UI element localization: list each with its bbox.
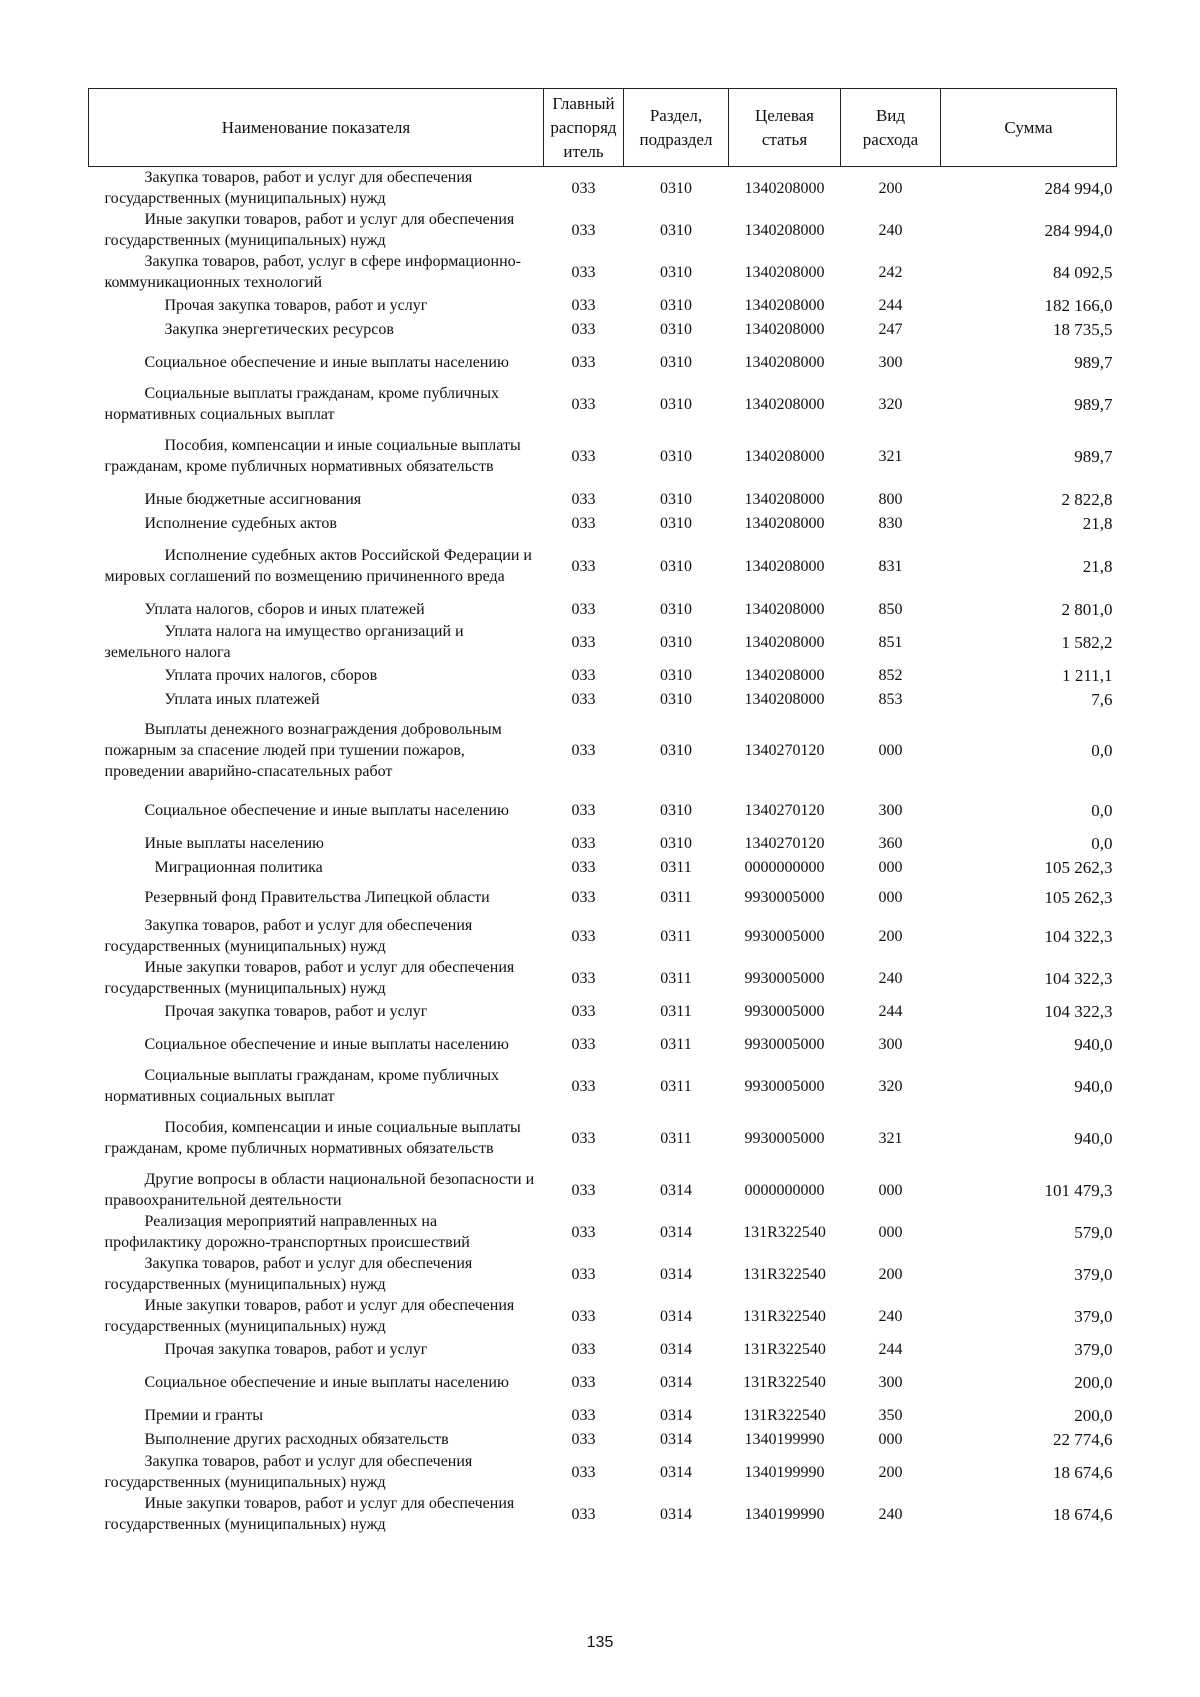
cell-celev: 9930005000 bbox=[744, 888, 825, 906]
header-vid bbox=[841, 89, 941, 167]
table-row bbox=[89, 597, 1117, 621]
cell-name: Иные закупки товаров, работ и услуг для обеспечения государственных (муниципальных) нужд bbox=[104, 211, 515, 249]
header-celev-line1: Целевая bbox=[754, 105, 815, 125]
cell-razdel: 0311 bbox=[660, 888, 692, 906]
header-razdel-line1: Раздел, bbox=[649, 105, 703, 125]
cell-razdel: 0310 bbox=[660, 633, 692, 651]
table-row bbox=[89, 1337, 1117, 1361]
cell-celev: 9930005000 bbox=[744, 1077, 825, 1095]
cell-celev: 9930005000 bbox=[744, 927, 825, 945]
table-row bbox=[89, 251, 1117, 293]
cell-vid: 000 bbox=[878, 858, 903, 876]
cell-vid: 000 bbox=[878, 741, 903, 759]
cell-celev: 131R322540 bbox=[743, 1373, 826, 1391]
cell-glav: 033 bbox=[571, 1307, 596, 1325]
table-row bbox=[89, 1065, 1117, 1107]
cell-razdel: 0311 bbox=[660, 1035, 692, 1053]
table-row bbox=[89, 879, 1117, 915]
cell-vid: 247 bbox=[878, 320, 903, 338]
cell-celev: 9930005000 bbox=[744, 969, 825, 987]
table-header bbox=[89, 89, 1117, 167]
cell-celev: 1340270120 bbox=[744, 741, 825, 759]
header-name: Наименование показателя bbox=[89, 89, 544, 167]
cell-glav: 033 bbox=[571, 263, 596, 281]
cell-celev: 1340208000 bbox=[744, 296, 825, 314]
cell-razdel: 0311 bbox=[660, 1129, 692, 1147]
cell-vid: 360 bbox=[878, 834, 903, 852]
cell-sum: 989,7 bbox=[1074, 352, 1113, 372]
cell-name: Иные закупки товаров, работ и услуг для обеспечения государственных (муниципальных) нужд bbox=[104, 1297, 515, 1335]
cell-sum: 7,6 bbox=[1091, 689, 1113, 709]
cell-sum: 84 092,5 bbox=[1053, 262, 1113, 282]
cell-name: Пособия, компенсации и иные социальные выплаты гражданам, кроме публичных нормативных обязательств bbox=[104, 437, 521, 475]
cell-glav: 033 bbox=[571, 741, 596, 759]
cell-sum: 104 322,3 bbox=[1044, 926, 1113, 946]
cell-celev: 1340270120 bbox=[744, 834, 825, 852]
table-row bbox=[89, 999, 1117, 1023]
cell-name: Социальные выплаты гражданам, кроме публичных нормативных социальных выплат bbox=[104, 385, 499, 423]
cell-vid: 000 bbox=[878, 888, 903, 906]
table-row bbox=[89, 511, 1117, 535]
table-row bbox=[89, 341, 1117, 383]
cell-glav: 033 bbox=[571, 801, 596, 819]
table-row bbox=[89, 209, 1117, 251]
cell-sum: 182 166,0 bbox=[1044, 295, 1113, 315]
cell-sum: 940,0 bbox=[1074, 1128, 1113, 1148]
cell-razdel: 0310 bbox=[660, 447, 692, 465]
cell-sum: 989,7 bbox=[1074, 394, 1113, 414]
cell-celev: 1340208000 bbox=[744, 600, 825, 618]
cell-razdel: 0310 bbox=[660, 490, 692, 508]
cell-vid: 240 bbox=[878, 1307, 903, 1325]
cell-name: Прочая закупка товаров, работ и услуг bbox=[164, 1002, 428, 1020]
cell-glav: 033 bbox=[571, 490, 596, 508]
cell-glav: 033 bbox=[571, 1340, 596, 1358]
cell-sum: 200,0 bbox=[1074, 1372, 1113, 1392]
cell-vid: 300 bbox=[878, 353, 903, 371]
header-vid-line2: расхода bbox=[862, 129, 919, 149]
table-row bbox=[89, 383, 1117, 425]
cell-name: Уплата прочих налогов, сборов bbox=[164, 666, 378, 684]
cell-sum: 18 674,6 bbox=[1053, 1504, 1113, 1524]
cell-celev: 1340208000 bbox=[744, 353, 825, 371]
cell-glav: 033 bbox=[571, 447, 596, 465]
cell-glav: 033 bbox=[571, 179, 596, 197]
cell-sum: 200,0 bbox=[1074, 1405, 1113, 1425]
cell-celev: 1340208000 bbox=[744, 263, 825, 281]
cell-glav: 033 bbox=[571, 557, 596, 575]
cell-vid: 000 bbox=[878, 1181, 903, 1199]
cell-name: Социальное обеспечение и иные выплаты населению bbox=[144, 1373, 509, 1391]
cell-glav: 033 bbox=[571, 320, 596, 338]
cell-razdel: 0310 bbox=[660, 263, 692, 281]
cell-name: Выплаты денежного вознаграждения добровольным пожарным за спасение людей при тушении пожаров, проведении аварийно-спасательных работ bbox=[104, 720, 502, 780]
cell-celev: 9930005000 bbox=[744, 1002, 825, 1020]
cell-glav: 033 bbox=[571, 296, 596, 314]
cell-celev: 1340208000 bbox=[744, 690, 825, 708]
cell-razdel: 0310 bbox=[660, 801, 692, 819]
cell-vid: 300 bbox=[878, 1373, 903, 1391]
cell-razdel: 0310 bbox=[660, 221, 692, 239]
table-row bbox=[89, 1361, 1117, 1403]
cell-glav: 033 bbox=[571, 1181, 596, 1199]
cell-sum: 0,0 bbox=[1091, 833, 1113, 853]
cell-glav: 033 bbox=[571, 221, 596, 239]
cell-sum: 579,0 bbox=[1074, 1222, 1113, 1242]
cell-name: Уплата иных платежей bbox=[164, 690, 320, 708]
cell-sum: 104 322,3 bbox=[1044, 1001, 1113, 1021]
table-row bbox=[89, 957, 1117, 999]
cell-sum: 21,8 bbox=[1082, 556, 1113, 576]
cell-glav: 033 bbox=[571, 666, 596, 684]
cell-glav: 033 bbox=[571, 1505, 596, 1523]
cell-glav: 033 bbox=[571, 633, 596, 651]
cell-glav: 033 bbox=[571, 1002, 596, 1020]
cell-celev: 0000000000 bbox=[744, 1181, 825, 1199]
cell-name: Закупка товаров, работ и услуг для обеспечения государственных (муниципальных) нужд bbox=[104, 1453, 473, 1491]
budget-table bbox=[88, 88, 1117, 1535]
cell-celev: 131R322540 bbox=[743, 1406, 826, 1424]
header-celev bbox=[729, 89, 841, 167]
cell-sum: 284 994,0 bbox=[1044, 220, 1113, 240]
cell-glav: 033 bbox=[571, 1077, 596, 1095]
header-celev-line2: статья bbox=[761, 129, 808, 149]
cell-sum: 101 479,3 bbox=[1044, 1180, 1113, 1200]
cell-name: Закупка энергетических ресурсов bbox=[164, 320, 394, 338]
table-row bbox=[89, 1107, 1117, 1169]
cell-name: Социальное обеспечение и иные выплаты населению bbox=[144, 1035, 509, 1053]
cell-razdel: 0310 bbox=[660, 834, 692, 852]
cell-name: Пособия, компенсации и иные социальные выплаты гражданам, кроме публичных нормативных обязательств bbox=[104, 1119, 521, 1157]
header-razdel bbox=[624, 89, 729, 167]
table-row bbox=[89, 535, 1117, 597]
cell-name: Прочая закупка товаров, работ и услуг bbox=[164, 296, 428, 314]
cell-razdel: 0310 bbox=[660, 320, 692, 338]
cell-name: Иные выплаты населению bbox=[144, 834, 324, 852]
cell-glav: 033 bbox=[571, 1373, 596, 1391]
table-row bbox=[89, 915, 1117, 957]
cell-vid: 830 bbox=[878, 514, 903, 532]
cell-name: Реализация мероприятий направленных на профилактику дорожно-транспортных происшествий bbox=[104, 1213, 470, 1251]
cell-vid: 200 bbox=[878, 1463, 903, 1481]
cell-vid: 200 bbox=[878, 179, 903, 197]
cell-razdel: 0314 bbox=[660, 1340, 692, 1358]
cell-sum: 18 735,5 bbox=[1053, 319, 1113, 339]
cell-sum: 284 994,0 bbox=[1044, 178, 1113, 198]
cell-vid: 851 bbox=[878, 633, 903, 651]
cell-vid: 853 bbox=[878, 690, 903, 708]
cell-name: Миграционная политика bbox=[154, 858, 323, 876]
cell-vid: 350 bbox=[878, 1406, 903, 1424]
cell-razdel: 0311 bbox=[660, 969, 692, 987]
cell-name: Исполнение судебных актов Российской Федерации и мировых соглашений по возмещению причиненного вреда bbox=[104, 547, 532, 585]
cell-name: Социальные выплаты гражданам, кроме публичных нормативных социальных выплат bbox=[104, 1067, 499, 1105]
cell-celev: 1340199990 bbox=[744, 1463, 825, 1481]
cell-vid: 244 bbox=[878, 296, 903, 314]
cell-celev: 1340199990 bbox=[744, 1430, 825, 1448]
cell-glav: 033 bbox=[571, 1265, 596, 1283]
cell-name: Выполнение других расходных обязательств bbox=[144, 1430, 449, 1448]
cell-razdel: 0314 bbox=[660, 1265, 692, 1283]
cell-sum: 105 262,3 bbox=[1044, 857, 1113, 877]
cell-razdel: 0310 bbox=[660, 296, 692, 314]
cell-sum: 2 801,0 bbox=[1061, 599, 1113, 619]
cell-glav: 033 bbox=[571, 353, 596, 371]
cell-glav: 033 bbox=[571, 1129, 596, 1147]
header-glav bbox=[544, 89, 624, 167]
cell-razdel: 0311 bbox=[660, 1002, 692, 1020]
cell-vid: 300 bbox=[878, 801, 903, 819]
table-row bbox=[89, 621, 1117, 663]
cell-celev: 131R322540 bbox=[743, 1265, 826, 1283]
header-sum: Сумма bbox=[941, 89, 1117, 167]
table-row bbox=[89, 425, 1117, 487]
cell-sum: 22 774,6 bbox=[1053, 1429, 1113, 1449]
cell-vid: 831 bbox=[878, 557, 903, 575]
cell-name: Другие вопросы в области национальной безопасности и правоохранительной деятельности bbox=[104, 1171, 535, 1209]
cell-vid: 200 bbox=[878, 1265, 903, 1283]
cell-glav: 033 bbox=[571, 395, 596, 413]
cell-name: Иные бюджетные ассигнования bbox=[144, 490, 362, 508]
cell-name: Прочая закупка товаров, работ и услуг bbox=[164, 1340, 428, 1358]
cell-sum: 940,0 bbox=[1074, 1034, 1113, 1054]
cell-name: Исполнение судебных актов bbox=[144, 514, 337, 532]
table-row bbox=[89, 687, 1117, 711]
table-row bbox=[89, 487, 1117, 511]
header-glav-line3: итель bbox=[563, 141, 604, 161]
cell-name: Резервный фонд Правительства Липецкой области bbox=[144, 888, 490, 906]
cell-glav: 033 bbox=[571, 1406, 596, 1424]
table-row bbox=[89, 855, 1117, 879]
cell-razdel: 0310 bbox=[660, 690, 692, 708]
cell-sum: 21,8 bbox=[1082, 513, 1113, 533]
table-row bbox=[89, 317, 1117, 341]
cell-celev: 1340208000 bbox=[744, 666, 825, 684]
cell-glav: 033 bbox=[571, 969, 596, 987]
cell-celev: 131R322540 bbox=[743, 1223, 826, 1241]
cell-vid: 321 bbox=[878, 447, 903, 465]
cell-celev: 131R322540 bbox=[743, 1340, 826, 1358]
cell-celev: 1340208000 bbox=[744, 447, 825, 465]
cell-vid: 242 bbox=[878, 263, 903, 281]
cell-celev: 1340208000 bbox=[744, 490, 825, 508]
cell-celev: 1340208000 bbox=[744, 514, 825, 532]
cell-sum: 989,7 bbox=[1074, 446, 1113, 466]
cell-glav: 033 bbox=[571, 600, 596, 618]
cell-name: Иные закупки товаров, работ и услуг для обеспечения государственных (муниципальных) нужд bbox=[104, 1495, 515, 1533]
cell-name: Закупка товаров, работ, услуг в сфере информационно-коммуникационных технологий bbox=[104, 253, 521, 291]
table-row bbox=[89, 167, 1117, 210]
cell-razdel: 0310 bbox=[660, 179, 692, 197]
cell-name: Закупка товаров, работ и услуг для обеспечения государственных (муниципальных) нужд bbox=[104, 169, 473, 207]
table-row bbox=[89, 1451, 1117, 1493]
header-glav-line1: Главный bbox=[552, 93, 615, 113]
cell-razdel: 0310 bbox=[660, 557, 692, 575]
cell-razdel: 0314 bbox=[660, 1181, 692, 1199]
cell-name: Уплата налогов, сборов и иных платежей bbox=[144, 600, 425, 618]
cell-glav: 033 bbox=[571, 1430, 596, 1448]
cell-sum: 379,0 bbox=[1074, 1306, 1113, 1326]
cell-sum: 1 211,1 bbox=[1062, 665, 1113, 685]
cell-glav: 033 bbox=[571, 1463, 596, 1481]
cell-glav: 033 bbox=[571, 1035, 596, 1053]
cell-sum: 18 674,6 bbox=[1053, 1462, 1113, 1482]
cell-razdel: 0310 bbox=[660, 353, 692, 371]
table-row bbox=[89, 1295, 1117, 1337]
cell-razdel: 0314 bbox=[660, 1463, 692, 1481]
table-row bbox=[89, 1023, 1117, 1065]
cell-glav: 033 bbox=[571, 858, 596, 876]
cell-vid: 240 bbox=[878, 969, 903, 987]
table-row bbox=[89, 293, 1117, 317]
table-row bbox=[89, 663, 1117, 687]
cell-sum: 105 262,3 bbox=[1044, 887, 1113, 907]
cell-vid: 240 bbox=[878, 1505, 903, 1523]
cell-sum: 1 582,2 bbox=[1061, 632, 1113, 652]
cell-razdel: 0314 bbox=[660, 1373, 692, 1391]
cell-celev: 1340199990 bbox=[744, 1505, 825, 1523]
cell-celev: 9930005000 bbox=[744, 1035, 825, 1053]
cell-glav: 033 bbox=[571, 514, 596, 532]
cell-vid: 000 bbox=[878, 1430, 903, 1448]
cell-name: Закупка товаров, работ и услуг для обеспечения государственных (муниципальных) нужд bbox=[104, 917, 473, 955]
cell-razdel: 0310 bbox=[660, 600, 692, 618]
cell-glav: 033 bbox=[571, 888, 596, 906]
cell-razdel: 0311 bbox=[660, 1077, 692, 1095]
cell-razdel: 0314 bbox=[660, 1430, 692, 1448]
cell-vid: 321 bbox=[878, 1129, 903, 1147]
table-row bbox=[89, 789, 1117, 831]
header-vid-line1: Вид bbox=[875, 105, 906, 125]
cell-celev: 1340270120 bbox=[744, 801, 825, 819]
cell-razdel: 0310 bbox=[660, 666, 692, 684]
cell-glav: 033 bbox=[571, 834, 596, 852]
cell-sum: 0,0 bbox=[1091, 740, 1113, 760]
cell-vid: 852 bbox=[878, 666, 903, 684]
cell-sum: 0,0 bbox=[1091, 800, 1113, 820]
cell-razdel: 0310 bbox=[660, 514, 692, 532]
cell-sum: 104 322,3 bbox=[1044, 968, 1113, 988]
table-row bbox=[89, 1493, 1117, 1535]
cell-celev: 0000000000 bbox=[744, 858, 825, 876]
cell-celev: 1340208000 bbox=[744, 633, 825, 651]
cell-razdel: 0314 bbox=[660, 1307, 692, 1325]
table-row bbox=[89, 711, 1117, 789]
table-row bbox=[89, 1169, 1117, 1211]
cell-glav: 033 bbox=[571, 927, 596, 945]
header-razdel-line2: подраздел bbox=[639, 129, 713, 149]
cell-glav: 033 bbox=[571, 1223, 596, 1241]
cell-vid: 244 bbox=[878, 1002, 903, 1020]
cell-celev: 9930005000 bbox=[744, 1129, 825, 1147]
cell-vid: 000 bbox=[878, 1223, 903, 1241]
table-body bbox=[89, 167, 1117, 1536]
cell-name: Закупка товаров, работ и услуг для обеспечения государственных (муниципальных) нужд bbox=[104, 1255, 473, 1293]
cell-vid: 200 bbox=[878, 927, 903, 945]
cell-vid: 320 bbox=[878, 1077, 903, 1095]
cell-vid: 850 bbox=[878, 600, 903, 618]
table-row bbox=[89, 1211, 1117, 1253]
page-number: 135 bbox=[586, 1634, 614, 1651]
table-row bbox=[89, 1427, 1117, 1451]
cell-celev: 1340208000 bbox=[744, 395, 825, 413]
cell-vid: 320 bbox=[878, 395, 903, 413]
cell-celev: 1340208000 bbox=[744, 557, 825, 575]
cell-name: Иные закупки товаров, работ и услуг для обеспечения государственных (муниципальных) нужд bbox=[104, 959, 515, 997]
cell-celev: 1340208000 bbox=[744, 320, 825, 338]
cell-glav: 033 bbox=[571, 690, 596, 708]
cell-sum: 940,0 bbox=[1074, 1076, 1113, 1096]
cell-razdel: 0314 bbox=[660, 1223, 692, 1241]
cell-sum: 379,0 bbox=[1074, 1339, 1113, 1359]
cell-vid: 240 bbox=[878, 221, 903, 239]
header-glav-line2: распоряд bbox=[550, 117, 617, 137]
cell-razdel: 0314 bbox=[660, 1406, 692, 1424]
cell-celev: 131R322540 bbox=[743, 1307, 826, 1325]
cell-vid: 244 bbox=[878, 1340, 903, 1358]
cell-celev: 1340208000 bbox=[744, 179, 825, 197]
cell-name: Социальное обеспечение и иные выплаты населению bbox=[144, 801, 509, 819]
cell-razdel: 0310 bbox=[660, 741, 692, 759]
table-row bbox=[89, 1403, 1117, 1427]
cell-sum: 379,0 bbox=[1074, 1264, 1113, 1284]
cell-name: Социальное обеспечение и иные выплаты населению bbox=[144, 353, 509, 371]
cell-vid: 300 bbox=[878, 1035, 903, 1053]
cell-razdel: 0314 bbox=[660, 1505, 692, 1523]
table-row bbox=[89, 1253, 1117, 1295]
cell-razdel: 0311 bbox=[660, 927, 692, 945]
cell-vid: 800 bbox=[878, 490, 903, 508]
cell-sum: 2 822,8 bbox=[1061, 489, 1113, 509]
table-row bbox=[89, 831, 1117, 855]
cell-razdel: 0310 bbox=[660, 395, 692, 413]
cell-celev: 1340208000 bbox=[744, 221, 825, 239]
cell-name: Уплата налога на имущество организаций и земельного налога bbox=[104, 623, 464, 661]
cell-name: Премии и гранты bbox=[144, 1406, 263, 1424]
cell-razdel: 0311 bbox=[660, 858, 692, 876]
